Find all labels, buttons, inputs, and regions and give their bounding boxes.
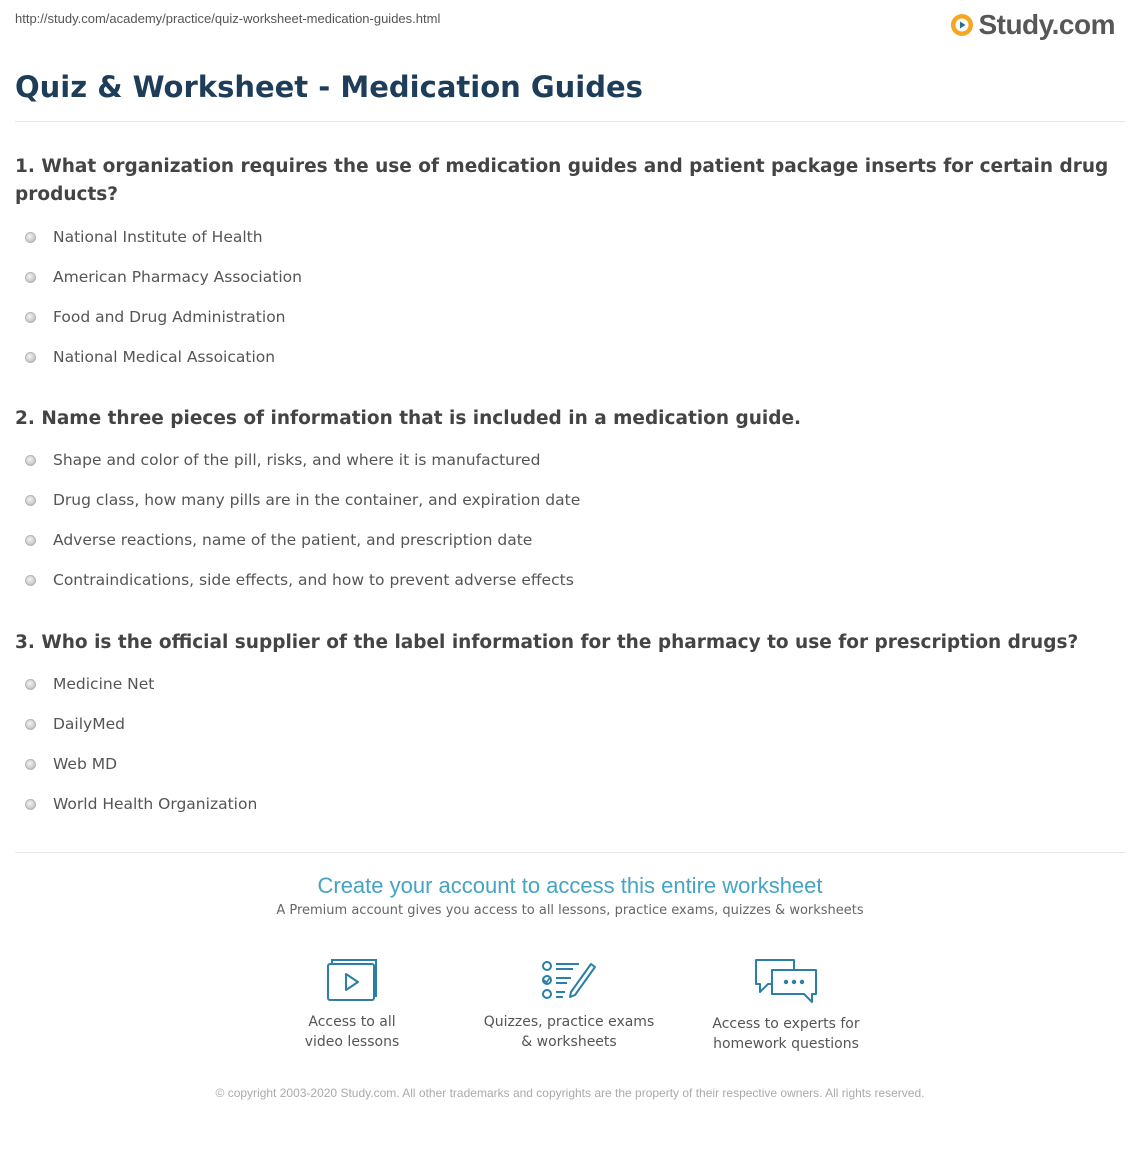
- page-url: http://study.com/academy/practice/quiz-worksheet-medication-guides.html: [15, 11, 441, 26]
- divider: [15, 852, 1125, 853]
- radio-button[interactable]: [25, 759, 36, 770]
- radio-button[interactable]: [25, 679, 36, 690]
- answer-label: Shape and color of the pill, risks, and where it is manufactured: [53, 451, 541, 469]
- answer-label: Web MD: [53, 755, 118, 773]
- logo-text: Study.com: [978, 9, 1115, 40]
- answer-option[interactable]: [15, 520, 1115, 560]
- answer-option[interactable]: [15, 257, 1115, 297]
- top-bar: [15, 11, 1125, 45]
- radio-button[interactable]: [25, 719, 36, 730]
- answer-option[interactable]: [15, 217, 1115, 257]
- play-logo-icon: [950, 13, 974, 37]
- radio-button[interactable]: [25, 799, 36, 810]
- answer-list: [15, 440, 1115, 600]
- question-text: 1. What organization requires the use of medication guides and patient package inserts for certain drug products?: [15, 156, 1109, 205]
- answer-label: Contraindications, side effects, and how to prevent adverse effects: [53, 571, 574, 589]
- answer-option[interactable]: [15, 297, 1115, 337]
- question-1: [15, 153, 1115, 377]
- divider: [15, 121, 1125, 122]
- answer-label: DailyMed: [53, 715, 125, 733]
- feature-label: Quizzes, practice exams & worksheets: [483, 1014, 655, 1050]
- quiz-checklist-icon: [541, 958, 597, 1002]
- answer-label: National Institute of Health: [53, 228, 263, 246]
- feature-label: Access to experts for homework questions: [712, 1016, 860, 1052]
- answer-label: National Medical Assoication: [53, 348, 276, 366]
- feature-video-lessons: [252, 958, 452, 1052]
- feature-experts: [686, 958, 886, 1054]
- answer-option[interactable]: [15, 560, 1115, 600]
- video-lesson-icon: [326, 958, 378, 1002]
- answer-label: Medicine Net: [53, 675, 155, 693]
- page-title: Quiz & Worksheet - Medication Guides: [15, 70, 643, 104]
- answer-option[interactable]: [15, 480, 1115, 520]
- radio-button[interactable]: [25, 535, 36, 546]
- radio-button[interactable]: [25, 575, 36, 586]
- answer-option[interactable]: [15, 664, 1115, 704]
- radio-button[interactable]: [25, 272, 36, 283]
- feature-quizzes: [469, 958, 669, 1052]
- answer-label: Adverse reactions, name of the patient, and prescription date: [53, 531, 533, 549]
- radio-button[interactable]: [25, 352, 36, 363]
- feature-label: Access to all video lessons: [304, 1014, 400, 1050]
- cta-subtitle: A Premium account gives you access to all lessons, practice exams, quizzes & worksheets: [276, 903, 864, 918]
- radio-button[interactable]: [25, 232, 36, 243]
- signup-cta: [0, 873, 1140, 918]
- answer-option[interactable]: [15, 337, 1115, 377]
- cta-title[interactable]: Create your account to access this entire worksheet: [317, 873, 823, 898]
- answer-label: Drug class, how many pills are in the container, and expiration date: [53, 491, 581, 509]
- study-logo[interactable]: [950, 9, 1115, 41]
- radio-button[interactable]: [25, 455, 36, 466]
- answer-option[interactable]: [15, 440, 1115, 480]
- copyright-footer: © copyright 2003-2020 Study.com. All other trademarks and copyrights are the property of their respective owners. All rights reserved.: [215, 1086, 925, 1100]
- chat-bubbles-icon: [754, 958, 818, 1004]
- answer-list: [15, 217, 1115, 377]
- answer-label: World Health Organization: [53, 795, 258, 813]
- answer-list: [15, 664, 1115, 824]
- question-3: [15, 629, 1115, 824]
- question-text: 3. Who is the official supplier of the label information for the pharmacy to use for prescription drugs?: [15, 632, 1079, 653]
- question-2: [15, 405, 1115, 600]
- answer-label: American Pharmacy Association: [53, 268, 302, 286]
- answer-option[interactable]: [15, 704, 1115, 744]
- radio-button[interactable]: [25, 495, 36, 506]
- answer-label: Food and Drug Administration: [53, 308, 286, 326]
- answer-option[interactable]: [15, 784, 1115, 824]
- question-text: 2. Name three pieces of information that is included in a medication guide.: [15, 408, 802, 429]
- radio-button[interactable]: [25, 312, 36, 323]
- answer-option[interactable]: [15, 744, 1115, 784]
